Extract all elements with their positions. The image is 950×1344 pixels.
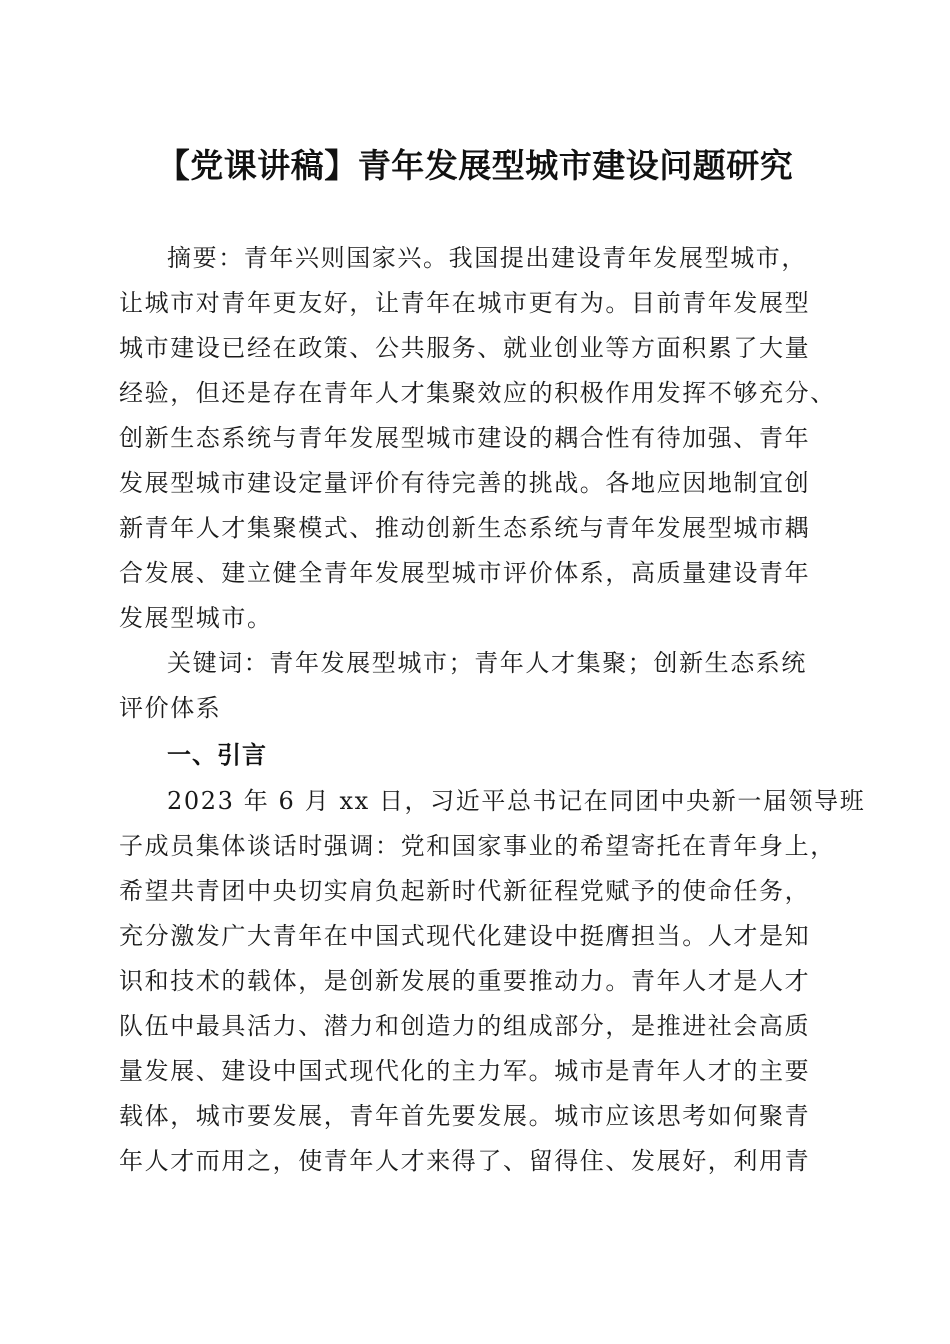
intro-line: 量发展、建设中国式现代化的主力军。城市是青年人才的主要 <box>119 1057 811 1085</box>
abstract-line: 创新生态系统与青年发展型城市建设的耦合性有待加强、青年 <box>119 424 811 452</box>
abstract-line: 摘要：青年兴则国家兴。我国提出建设青年发展型城市， <box>167 244 807 272</box>
section-heading: 一、引言 <box>167 741 267 769</box>
document-body <box>119 236 866 1184</box>
abstract-line: 发展型城市建设定量评价有待完善的挑战。各地应因地制宜创 <box>119 469 811 497</box>
abstract-line: 新青年人才集聚模式、推动创新生态系统与青年发展型城市耦 <box>119 514 811 542</box>
intro-line: 子成员集体谈话时强调：党和国家事业的希望寄托在青年身上， <box>119 832 836 860</box>
intro-line: 充分激发广大青年在中国式现代化建设中挺膺担当。人才是知 <box>119 922 811 950</box>
abstract-line: 让城市对青年更友好，让青年在城市更有为。目前青年发展型 <box>119 289 811 317</box>
intro-line: 2023 年 6 月 xx 日，习近平总书记在同团中央新一届领导班 <box>167 787 866 815</box>
abstract-line: 合发展、建立健全青年发展型城市评价体系，高质量建设青年 <box>119 559 811 587</box>
intro-line: 年人才而用之，使青年人才来得了、留得住、发展好，利用青 <box>119 1147 811 1175</box>
keywords-line: 评价体系 <box>119 694 222 722</box>
abstract-line: 发展型城市。 <box>119 604 273 632</box>
abstract-line: 城市建设已经在政策、公共服务、就业创业等方面积累了大量 <box>119 334 811 362</box>
intro-line: 识和技术的载体，是创新发展的重要推动力。青年人才是人才 <box>119 967 811 995</box>
intro-line: 载体，城市要发展，青年首先要发展。城市应该思考如何聚青 <box>119 1102 811 1130</box>
keywords-line: 关键词：青年发展型城市；青年人才集聚；创新生态系统 <box>167 649 807 677</box>
intro-line: 队伍中最具活力、潜力和创造力的组成部分，是推进社会高质 <box>119 1012 811 1040</box>
document-title: 【党课讲稿】青年发展型城市建设问题研究 <box>156 146 794 185</box>
intro-line: 希望共青团中央切实肩负起新时代新征程党赋予的使命任务， <box>119 877 811 905</box>
abstract-line: 经验，但还是存在青年人才集聚效应的积极作用发挥不够充分、 <box>119 379 836 407</box>
